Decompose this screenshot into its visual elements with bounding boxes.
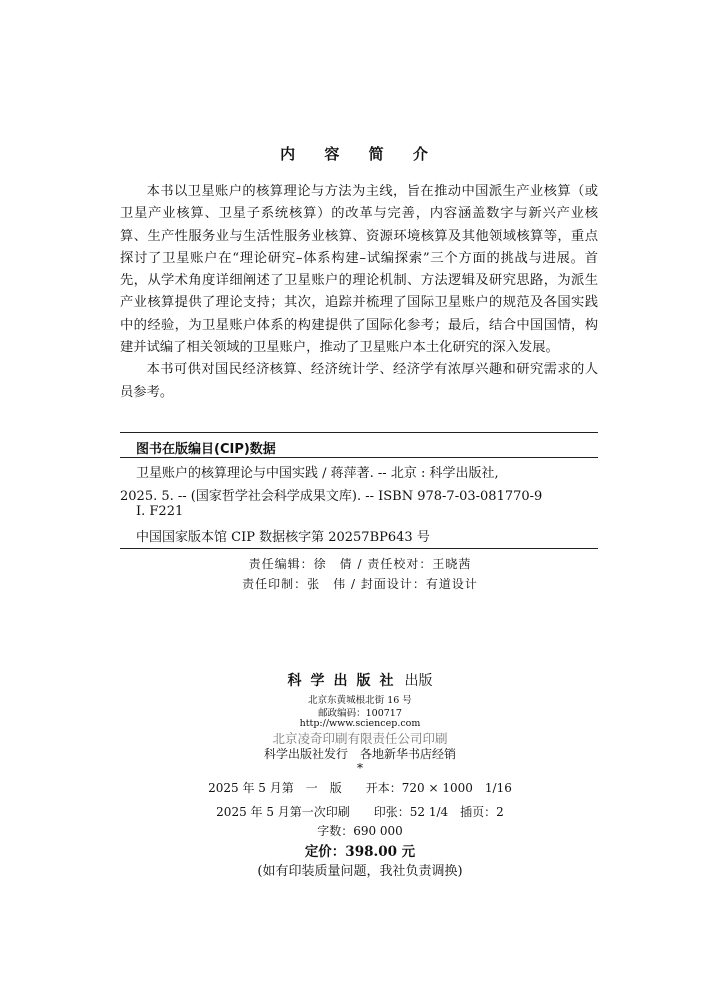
page-title: 内 容 简 介 [280,145,440,163]
cip-heading-rule [120,457,598,458]
cip-line-1: 卫星账户的核算理论与中国实践 / 蒋萍著. -- 北京 : 科学出版社, [136,466,499,481]
cip-line-3: Ⅰ. F221 [136,504,184,519]
cip-top-rule [120,432,598,433]
quality-notice: (如有印装质量问题，我社负责调换) [257,864,463,879]
intro-paragraph-1: 本书以卫星账户的核算理论与方法为主线，旨在推动中国派生产业核算（或卫星产业核算、卫星子系统核算）的改革与完善，内容涵盖数字与新兴产业核算、生产性服务业与生活性服务业核算、资源环境核算及其他领域核算等，重点探讨了卫星账户在“理论研究–体系构建–试编探索”三个方面的挑战与进展。首先，从学术角度详细阐述了卫星账户的理论机制、方法逻辑及研究思路，为派生产业核算提供了理论支持；其次，追踪并梳理了国际卫星账户的规范及各国实践中的经验，为卫星账户体系的构建提供了国际化参考；最后，结合中国国情，构建并试编了相关领域的卫星账户，推动了卫星账户本土化研究的深入发展。 [120,184,598,356]
distribution: 科学出版社发行 各地新华书店经销 [263,747,456,761]
publisher-name: 科学出版社 [287,673,403,689]
cip-line-2: 2025. 5. -- (国家哲学社会科学成果文库). -- ISBN 978-7-03-081770-9 [120,489,543,504]
publisher-suffix: 出版 [404,673,433,689]
publisher-url: http://www.sciencep.com [299,718,421,729]
publisher-block [0,670,720,690]
publisher-address: 北京东黄城根北街 16 号 [308,695,412,706]
cip-bottom-rule [120,548,598,549]
credits-line-2: 责任印制：张 伟 / 封面设计：有道设计 [242,577,478,591]
edition-line-1: 2025 年 5 月第 一 版 开本：720 × 1000 1/16 [208,781,512,795]
edition-line-2: 2025 年 5 月第一次印刷 印张：52 1/4 插页：2 [216,805,504,819]
intro-paragraph-2: 本书可供对国民经济核算、经济统计学、经济学有浓厚兴趣和研究需求的人员参考。 [120,362,598,400]
cip-line-4: 中国国家版本馆 CIP 数据核字第 20257BP643 号 [136,530,430,545]
price: 定价：398.00 元 [304,844,416,860]
cip-heading: 图书在版编目(CIP)数据 [136,442,276,457]
separator-star: * [357,761,363,775]
introduction-text [120,181,598,404]
publisher-postcode: 邮政编码：100717 [318,708,402,719]
credits-line-1: 责任编辑：徐 倩 / 责任校对：王晓茜 [248,557,472,571]
word-count: 字数：690 000 [317,824,403,838]
printer: 北京凌奇印刷有限责任公司印刷 [272,731,448,746]
